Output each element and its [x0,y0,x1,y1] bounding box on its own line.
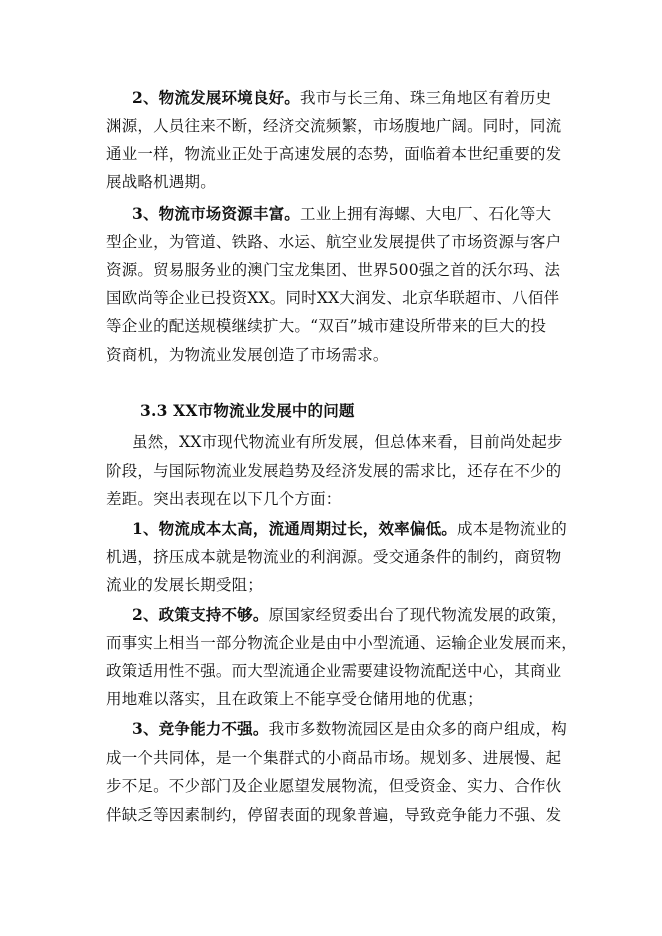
cost-paragraph-line-2: 机遇，挤压成本就是物流业的利润源。受交通条件的制约，商贸物 [106,548,562,566]
env-paragraph-line-3: 通业一样，物流业正处于高速发展的态势，面临着本世纪重要的发 [106,145,562,163]
cost-paragraph-line-1-text: 成本是物流业的 [457,520,567,538]
env-paragraph-lead: 2、物流发展环境良好。 [132,88,300,107]
market-paragraph-line-6: 资商机，为物流业发展创造了市场需求。 [106,346,389,364]
policy-paragraph-line-4: 用地难以落实，且在政策上不能享受仓储用地的优惠； [106,690,483,708]
cost-paragraph-lead: 1、物流成本太高，流通周期过长，效率偏低。 [132,519,457,538]
competition-paragraph-lead: 3、竞争能力不强。 [132,719,269,738]
intro-paragraph-line-3: 差距。突出表现在以下几个方面： [106,490,342,508]
cost-paragraph-line-1 [132,519,576,539]
competition-paragraph-line-1-text: 我市多数物流园区是由众多的商户组成，构 [268,720,567,738]
intro-paragraph-line-1: 虽然，XX市现代物流业有所发展，但总体来看，目前尚处起步 [132,433,563,451]
intro-paragraph-line-2: 阶段，与国际物流业发展趋势及经济发展的需求比，还存在不少的 [106,462,562,480]
env-paragraph-line-1-text: 我市与长三角、珠三角地区有着历史 [300,89,552,107]
policy-paragraph-line-3: 政策适用性不强。而大型流通企业需要建设物流配送中心，其商业 [106,662,562,680]
competition-paragraph-line-2: 成一个共同体，是一个集群式的小商品市场。规划多、进展慢、起 [106,749,562,767]
policy-paragraph-line-2: 而事实上相当一部分物流企业是由中小型流通、运输企业发展而来， [106,634,578,652]
cost-paragraph-line-3: 流业的发展长期受阻； [106,576,264,594]
policy-paragraph-line-1-text: 原国家经贸委出台了现代物流发展的政策， [268,606,567,624]
competition-paragraph-line-4: 伴缺乏等因素制约，停留表面的现象普遍，导致竞争能力不强、发 [106,806,562,824]
market-paragraph-line-4: 国欧尚等企业已投资XX。同时XX大润发、北京华联超市、八佰伴 [106,289,560,307]
market-paragraph-line-3: 资源。贸易服务业的澳门宝龙集团、世界500强之首的沃尔玛、法 [106,261,561,279]
env-paragraph-line-4: 展战略机遇期。 [106,173,216,191]
competition-paragraph-line-1 [132,719,576,739]
market-paragraph-line-1-text: 工业上拥有海螺、大电厂、石化等大 [300,205,552,223]
policy-paragraph-line-1 [132,605,576,625]
competition-paragraph-line-3: 步不足。不少部门及企业愿望发展物流，但受资金、实力、合作伙 [106,777,562,795]
market-paragraph-lead: 3、物流市场资源丰富。 [132,204,300,223]
env-paragraph-line-2: 渊源，人员往来不断，经济交流频繁，市场腹地广阔。同时，同流 [106,117,562,135]
market-paragraph-line-5: 等企业的配送规模继续扩大。“双百”城市建设所带来的巨大的投 [106,317,547,335]
policy-paragraph-lead: 2、政策支持不够。 [132,605,269,624]
market-paragraph-line-2: 型企业，为管道、铁路、水运、航空业发展提供了市场资源与客户 [106,233,562,251]
section-heading: 3.3 XX市物流业发展中的问题 [140,401,355,420]
env-paragraph-line-1 [132,88,576,108]
market-paragraph-line-1 [132,204,576,224]
